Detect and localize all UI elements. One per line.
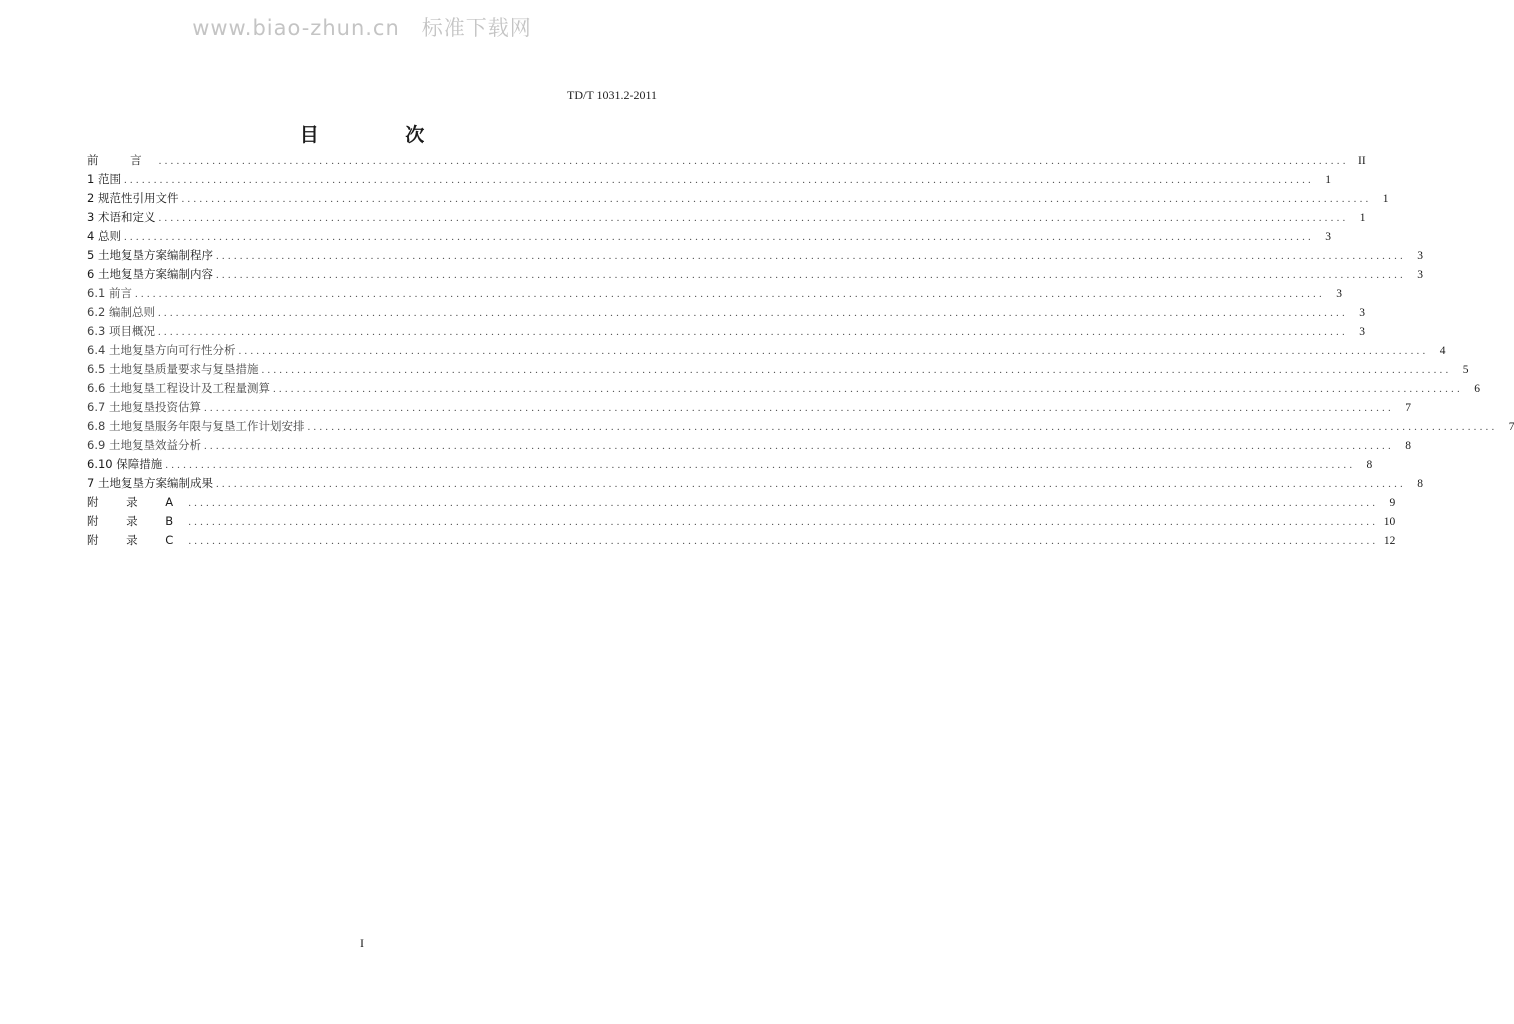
toc-entry-label: 附 录 B bbox=[87, 514, 186, 528]
toc-entry-page: 3 bbox=[1417, 250, 1423, 262]
toc-entry-page: 1 bbox=[1382, 193, 1389, 205]
standard-code: TD/T 1031.2-2011 bbox=[567, 88, 657, 102]
toc-entry-label: 6.3 项目概况 bbox=[87, 324, 155, 338]
toc-entry-label: 6.8 土地复垦服务年限与复垦工作计划安排 bbox=[87, 419, 305, 433]
toc-entry-page: 7 bbox=[1405, 402, 1411, 414]
toc-entry-label: 1 范围 bbox=[87, 172, 121, 186]
toc-entry[interactable] bbox=[87, 170, 1331, 189]
toc-leader-dots: ........................................................................................................................................................................................................ bbox=[261, 364, 1452, 376]
toc-entry-label: 4 总则 bbox=[87, 229, 121, 243]
toc-entry-page: 3 bbox=[1359, 307, 1365, 319]
toc-entry-page: II bbox=[1357, 155, 1366, 167]
toc-leader-dots: ........................................................................................................................................................................................................ bbox=[134, 288, 1325, 300]
toc-entry-page: 4 bbox=[1439, 345, 1446, 357]
toc-entry-page: 7 bbox=[1508, 421, 1514, 433]
toc-leader-dots: ........................................................................................................................................................................................................ bbox=[188, 516, 1379, 528]
toc-entry[interactable] bbox=[87, 455, 1373, 474]
toc-leader-dots: ........................................................................................................................................................................................................ bbox=[123, 231, 1314, 243]
toc-entry-page: 10 bbox=[1383, 516, 1396, 528]
toc-entry[interactable] bbox=[87, 360, 1469, 379]
toc-leader-dots: ........................................................................................................................................................................................................ bbox=[215, 478, 1406, 490]
toc-leader-dots: ........................................................................................................................................................................................................ bbox=[307, 421, 1498, 433]
toc-entry[interactable] bbox=[87, 303, 1365, 322]
toc-entry[interactable] bbox=[87, 189, 1389, 208]
toc-entry-page: 1 bbox=[1325, 174, 1331, 186]
toc-leader-dots: ........................................................................................................................................................................................................ bbox=[165, 459, 1356, 471]
toc-entry-label: 6.5 土地复垦质量要求与复垦措施 bbox=[87, 362, 259, 376]
toc-entry-label: 6.7 土地复垦投资估算 bbox=[87, 400, 201, 414]
toc-leader-dots: ........................................................................................................................................................................................................ bbox=[188, 497, 1379, 509]
toc-entry[interactable] bbox=[87, 436, 1411, 455]
toc-leader-dots: ........................................................................................................................................................................................................ bbox=[215, 250, 1406, 262]
toc-entry[interactable] bbox=[87, 493, 1396, 512]
toc-leader-dots: ........................................................................................................................................................................................................ bbox=[188, 535, 1379, 547]
toc-entry[interactable] bbox=[87, 379, 1480, 398]
toc-entry[interactable] bbox=[87, 151, 1366, 170]
toc-entry-page: 8 bbox=[1405, 440, 1411, 452]
toc-entry-label: 6.9 土地复垦效益分析 bbox=[87, 438, 201, 452]
toc-leader-dots: ........................................................................................................................................................................................................ bbox=[238, 345, 1429, 357]
watermark-url: www.biao-zhun.cn bbox=[192, 16, 400, 40]
toc-leader-dots: ........................................................................................................................................................................................................ bbox=[272, 383, 1463, 395]
toc-entry-label: 7 土地复垦方案编制成果 bbox=[87, 476, 213, 490]
toc-entry-page: 8 bbox=[1417, 478, 1423, 490]
toc-entry[interactable] bbox=[87, 208, 1366, 227]
toc-entry-page: 9 bbox=[1389, 497, 1396, 509]
toc-entry-label: 附 录 A bbox=[87, 495, 186, 509]
toc-entry-label: 6.10 保障措施 bbox=[87, 457, 163, 471]
toc-entry-page: 3 bbox=[1336, 288, 1342, 300]
page-number: I bbox=[360, 936, 364, 950]
toc-entry-page: 3 bbox=[1325, 231, 1331, 243]
toc-entry-page: 6 bbox=[1474, 383, 1480, 395]
toc-entry[interactable] bbox=[87, 398, 1411, 417]
toc-entry[interactable] bbox=[87, 417, 1514, 436]
toc-entry-page: 3 bbox=[1417, 269, 1423, 281]
toc-entry[interactable] bbox=[87, 341, 1446, 360]
toc-entry[interactable] bbox=[87, 322, 1365, 341]
toc-entry-label: 6 土地复垦方案编制内容 bbox=[87, 267, 213, 281]
toc-leader-dots: ........................................................................................................................................................................................................ bbox=[181, 193, 1372, 205]
toc-entry-label: 6.4 土地复垦方向可行性分析 bbox=[87, 343, 236, 357]
toc-leader-dots: ........................................................................................................................................................................................................ bbox=[123, 174, 1314, 186]
toc-entry-label: 附 录 C bbox=[87, 533, 186, 547]
watermark-site-name: 标准下载网 bbox=[421, 16, 532, 40]
toc-leader-dots: ........................................................................................................................................................................................................ bbox=[158, 155, 1349, 167]
toc-entry[interactable] bbox=[87, 284, 1342, 303]
toc-entry-page: 8 bbox=[1366, 459, 1373, 471]
toc-entry[interactable] bbox=[87, 474, 1423, 493]
toc-entry-page: 5 bbox=[1462, 364, 1469, 376]
toc-leader-dots: ........................................................................................................................................................................................................ bbox=[157, 326, 1348, 338]
toc-entry[interactable] bbox=[87, 512, 1396, 531]
toc-leader-dots: ........................................................................................................................................................................................................ bbox=[158, 212, 1349, 224]
toc-entry-page: 12 bbox=[1383, 535, 1396, 547]
toc-entry[interactable] bbox=[87, 246, 1423, 265]
toc-entry-label: 3 术语和定义 bbox=[87, 210, 156, 224]
toc-entry[interactable] bbox=[87, 531, 1396, 550]
toc-entry-label: 6.6 土地复垦工程设计及工程量测算 bbox=[87, 381, 270, 395]
toc-entry-page: 1 bbox=[1359, 212, 1366, 224]
toc-leader-dots: ........................................................................................................................................................................................................ bbox=[215, 269, 1406, 281]
toc-leader-dots: ........................................................................................................................................................................................................ bbox=[203, 440, 1394, 452]
toc-leader-dots: ........................................................................................................................................................................................................ bbox=[203, 402, 1394, 414]
table-of-contents bbox=[87, 151, 1514, 550]
toc-title: 目 次 bbox=[299, 124, 465, 146]
watermark bbox=[0, 12, 724, 42]
toc-entry-label: 6.2 编制总则 bbox=[87, 305, 155, 319]
toc-entry-label: 2 规范性引用文件 bbox=[87, 191, 179, 205]
toc-entry[interactable] bbox=[87, 265, 1423, 284]
toc-leader-dots: ........................................................................................................................................................................................................ bbox=[157, 307, 1348, 319]
toc-entry-label: 6.1 前言 bbox=[87, 286, 132, 300]
toc-entry[interactable] bbox=[87, 227, 1331, 246]
toc-entry-page: 3 bbox=[1359, 326, 1365, 338]
toc-entry-label: 5 土地复垦方案编制程序 bbox=[87, 248, 213, 262]
toc-entry-label: 前 言 bbox=[87, 153, 156, 167]
